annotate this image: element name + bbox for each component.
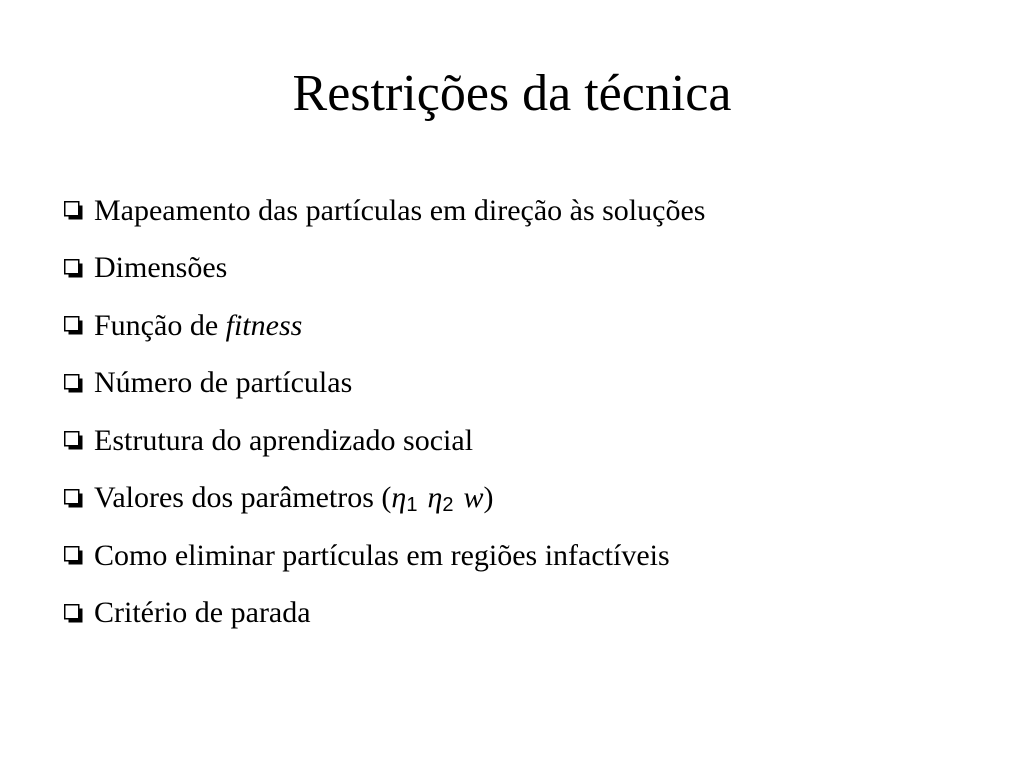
param-close-paren: ) — [483, 481, 494, 515]
bullet-list — [64, 182, 705, 642]
param-w: w — [463, 481, 484, 515]
list-item — [64, 470, 705, 528]
list-item — [64, 585, 705, 643]
list-item-label: Como eliminar partículas em regiões infactíveis — [94, 538, 670, 572]
list-item-label: Dimensões — [94, 251, 228, 285]
checkbox-icon — [64, 201, 83, 220]
checkbox-icon — [64, 546, 83, 565]
checkbox-icon — [64, 489, 83, 508]
param-subscript-2: 2 — [442, 494, 454, 517]
checkbox-icon — [64, 431, 83, 450]
list-item-italic: fitness — [225, 308, 303, 342]
list-item — [64, 355, 705, 413]
list-item-label: Critério de parada — [94, 596, 311, 630]
list-item — [64, 412, 705, 470]
list-item-label: Função de — [94, 308, 226, 342]
list-item-label: Estrutura do aprendizado social — [94, 423, 474, 457]
param-subscript-1: 1 — [406, 494, 418, 517]
param-eta-2: η — [427, 481, 443, 515]
checkbox-icon — [64, 374, 83, 393]
checkbox-icon — [64, 604, 83, 623]
checkbox-icon — [64, 316, 83, 335]
list-item-label: Número de partículas — [94, 366, 353, 400]
param-eta-1: η — [391, 481, 407, 515]
list-item-label: Mapeamento das partículas em direção às soluções — [94, 193, 706, 227]
slide-title: Restrições da técnica — [292, 65, 732, 122]
list-item — [64, 182, 705, 240]
list-item — [64, 297, 705, 355]
list-item — [64, 240, 705, 298]
list-item — [64, 527, 705, 585]
checkbox-icon — [64, 259, 83, 278]
list-item-label: Valores dos parâmetros ( — [94, 481, 392, 515]
